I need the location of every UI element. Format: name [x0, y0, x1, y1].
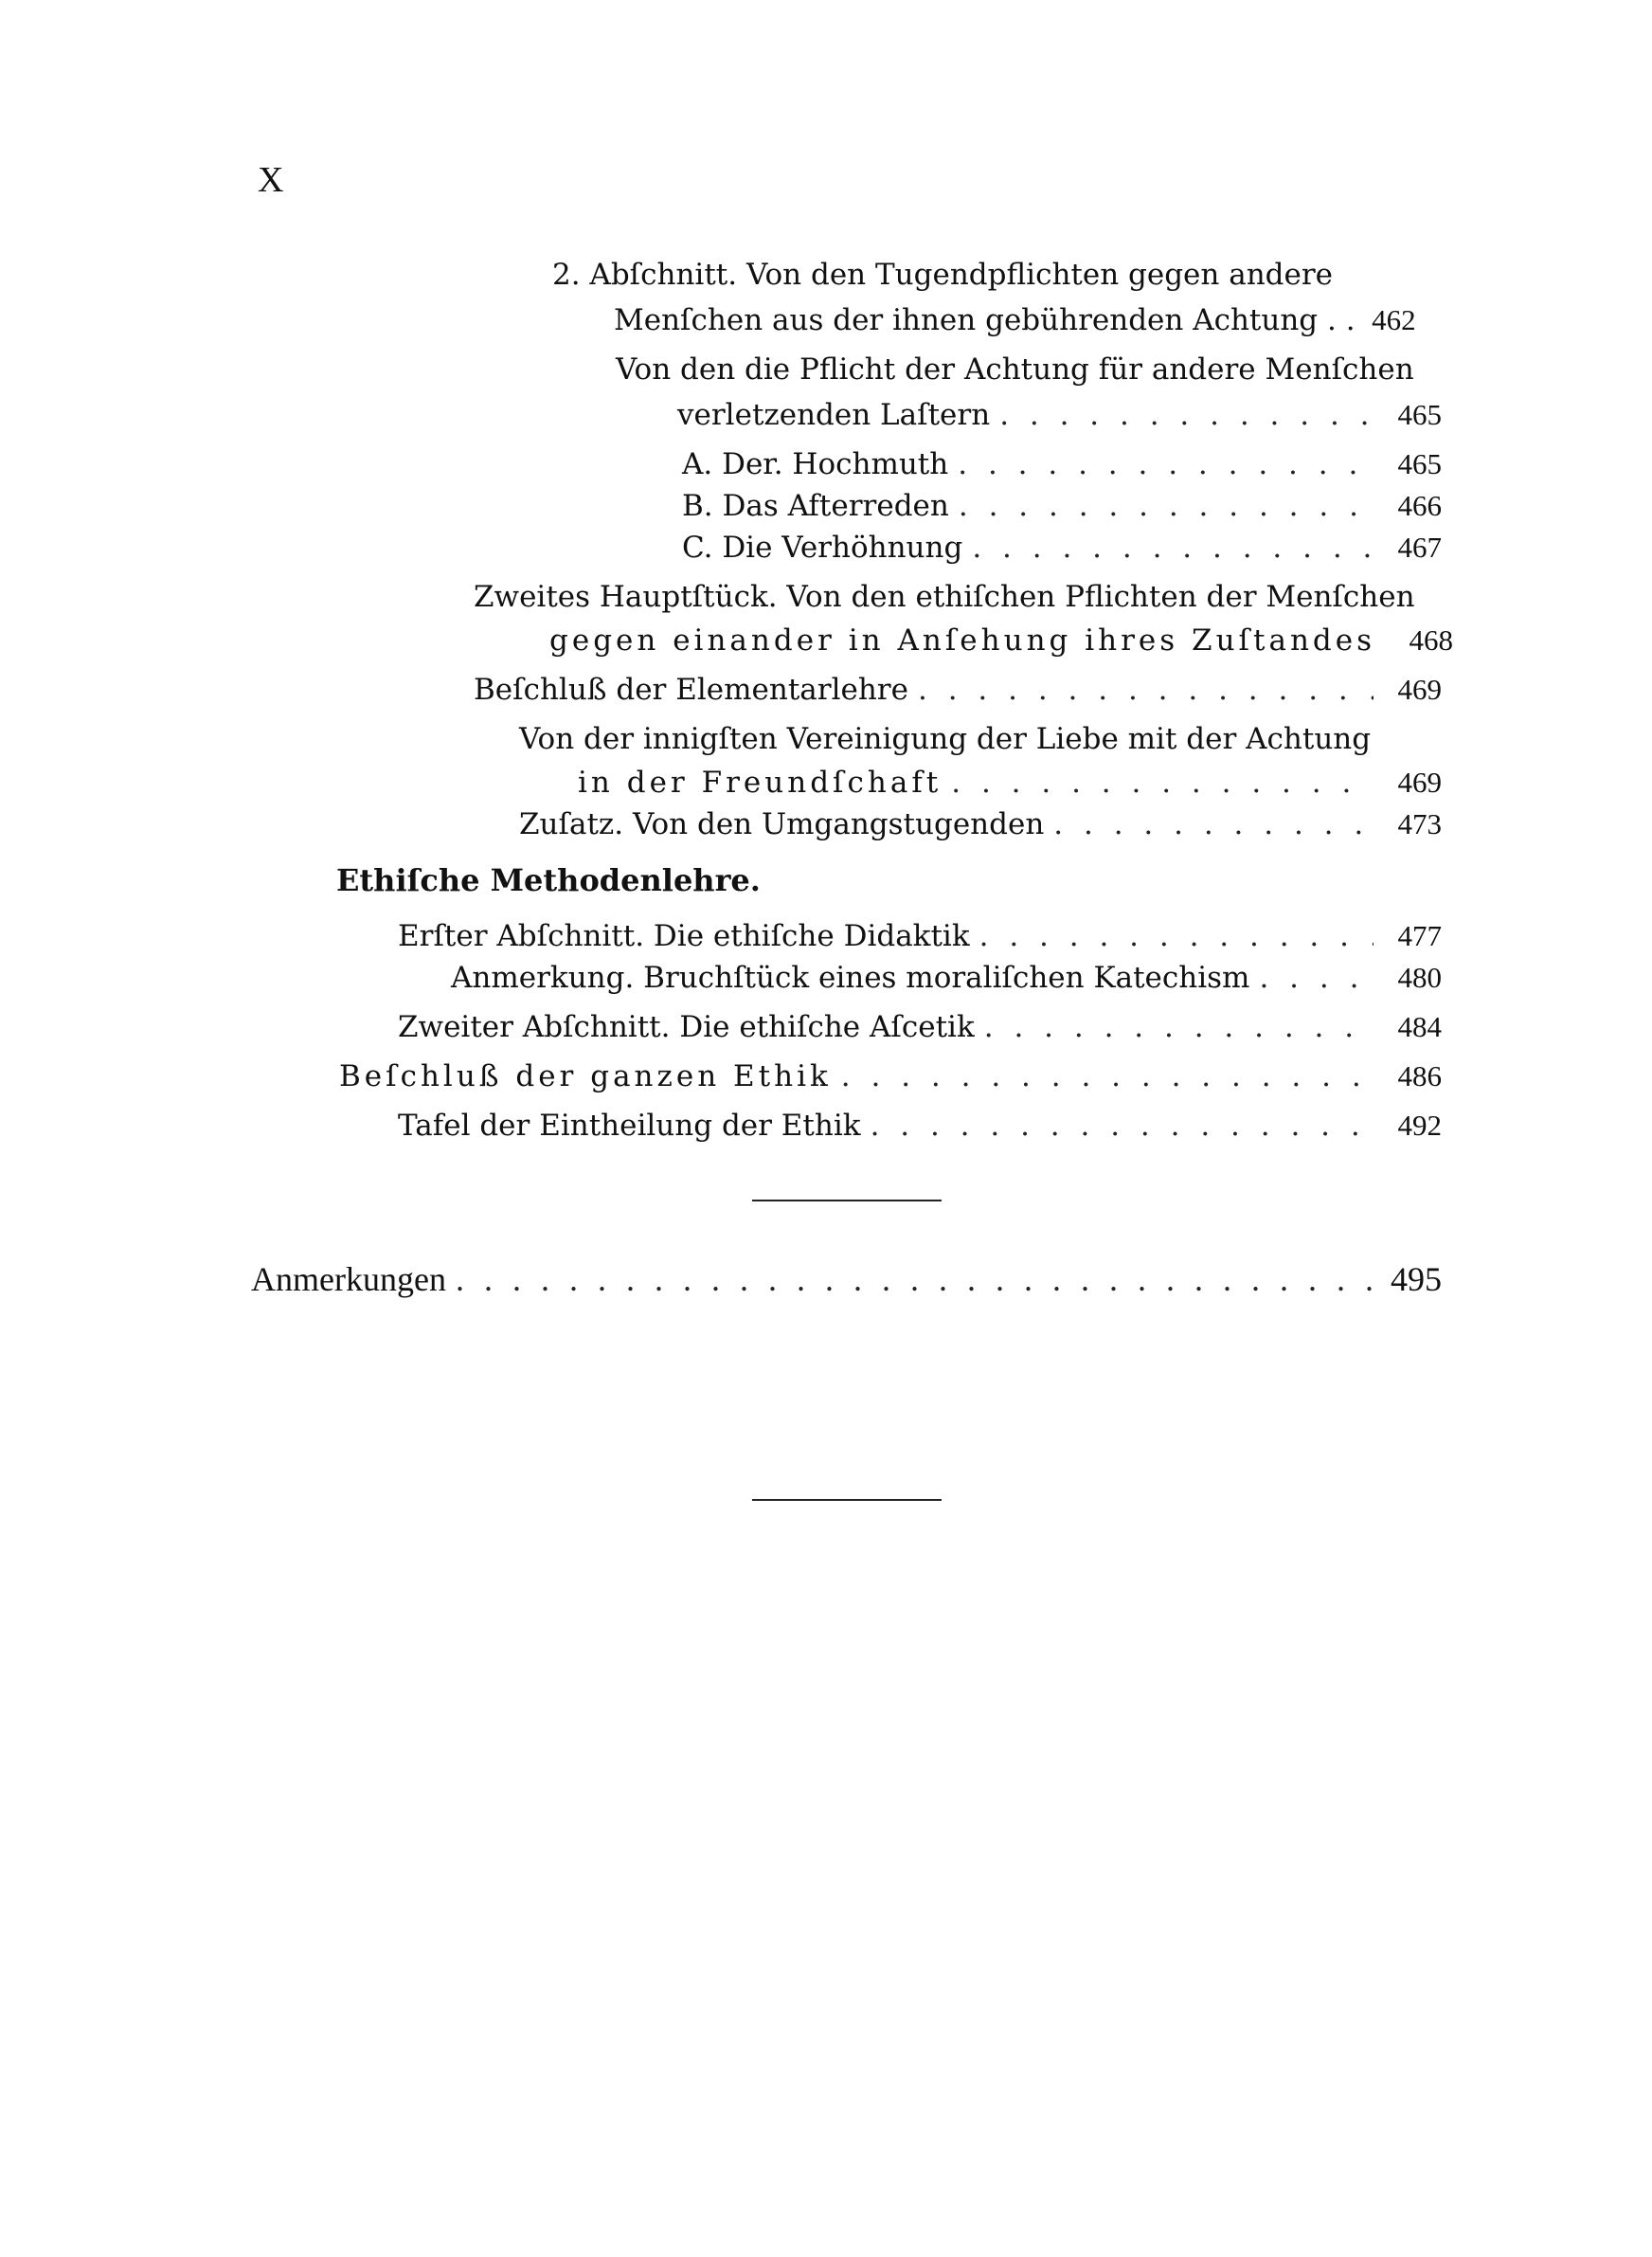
toc-entry — [519, 805, 1442, 843]
dot-leader — [841, 1057, 1374, 1095]
dot-leader — [979, 917, 1374, 955]
toc-entry — [682, 445, 1442, 483]
dot-leader — [871, 1107, 1374, 1145]
toc-entry-title: verletzenden Laſtern — [677, 398, 991, 432]
toc-entry — [614, 301, 1442, 339]
toc-entry-page: 484 — [1397, 1010, 1442, 1043]
toc-entry-page: 469 — [1397, 673, 1442, 706]
dot-leader — [918, 671, 1374, 709]
toc-entry-title: in der Freundſchaft — [578, 766, 943, 800]
dot-leader — [1053, 805, 1374, 843]
toc-entry-page: 466 — [1397, 489, 1442, 522]
toc-entry — [474, 578, 1442, 616]
toc-entry — [398, 1107, 1442, 1145]
toc-entry-page: 492 — [1397, 1109, 1442, 1142]
toc-entry-title: B. Das Afterreden — [682, 489, 949, 523]
dot-leader — [951, 764, 1374, 802]
toc-entry — [552, 256, 1442, 294]
toc-entry-title: Zuſatz. Von den Umgangstugenden — [519, 807, 1045, 841]
toc-entry-page: 495 — [1391, 1260, 1442, 1298]
toc-entry — [398, 917, 1442, 955]
toc-entry — [451, 959, 1442, 997]
toc-entry — [251, 1260, 1442, 1298]
dot-leader — [972, 529, 1374, 567]
dot-leader — [958, 445, 1374, 483]
toc-entry-page: 473 — [1397, 807, 1442, 840]
toc-entry — [519, 720, 1442, 758]
dot-leader — [999, 396, 1374, 434]
toc-entry — [677, 396, 1442, 434]
dot-leader — [984, 1008, 1374, 1046]
toc-entry — [398, 1008, 1442, 1046]
page-number: X — [258, 160, 284, 200]
toc-entry — [549, 622, 1454, 659]
toc-entry-page: 467 — [1397, 531, 1442, 564]
toc-entry-title: Von den die Pflicht der Achtung für andere Menſchen — [616, 352, 1414, 387]
toc-entry-title: Menſchen aus der ihnen gebührenden Achtung . . — [614, 303, 1356, 337]
toc-entry-title: C. Die Verhöhnung — [682, 531, 963, 565]
toc-entry-page: 468 — [1409, 623, 1454, 657]
section-heading: Ethiſche Methodenlehre. — [336, 862, 761, 898]
toc-entry-title: Zweiter Abſchnitt. Die ethiſche Aſcetik — [398, 1010, 975, 1044]
toc-entry — [682, 487, 1442, 525]
toc-entry-title: 2. Abſchnitt. Von den Tugendpflichten gegen andere — [552, 258, 1334, 292]
toc-entry — [339, 1057, 1442, 1095]
toc-entry-title: gegen einander in Anſehung ihres Zuſtandes — [549, 623, 1376, 658]
dot-leader — [456, 1260, 1374, 1298]
toc-entry-title: Beſchluß der ganzen Ethik — [339, 1059, 832, 1093]
toc-entry-page: 469 — [1397, 766, 1442, 799]
toc-entry-title: Erſter Abſchnitt. Die ethiſche Didaktik — [398, 919, 970, 953]
divider-rule — [752, 1200, 942, 1201]
toc-entry-page: 477 — [1397, 919, 1442, 952]
dot-leader — [1259, 959, 1374, 997]
toc-entry-title: Tafel der Eintheilung der Ethik — [398, 1109, 861, 1143]
toc-entry-title: Anmerkung. Bruchſtück eines moraliſchen Katechism — [451, 961, 1250, 995]
toc-entry-title: Anmerkungen — [251, 1260, 446, 1298]
toc-entry-title: Zweites Hauptſtück. Von den ethiſchen Pflichten der Menſchen — [474, 580, 1415, 614]
toc-entry-page: 462 — [1372, 303, 1416, 336]
toc-entry — [474, 671, 1442, 709]
dot-leader — [959, 487, 1374, 525]
toc-entry-page: 465 — [1397, 447, 1442, 480]
toc-entry-title: Beſchluß der Elementarlehre — [474, 673, 908, 707]
toc-entry — [578, 764, 1442, 802]
toc-entry-page: 480 — [1397, 961, 1442, 994]
toc-entry-page: 465 — [1397, 398, 1442, 431]
toc-entry-title: Von der innigſten Vereinigung der Liebe mit der Achtung — [519, 722, 1372, 756]
toc-entry — [616, 351, 1442, 388]
toc-entry-title: A. Der. Hochmuth — [682, 447, 949, 481]
toc-entry-page: 486 — [1397, 1059, 1442, 1092]
divider-rule — [752, 1499, 942, 1501]
toc-entry — [682, 529, 1442, 567]
